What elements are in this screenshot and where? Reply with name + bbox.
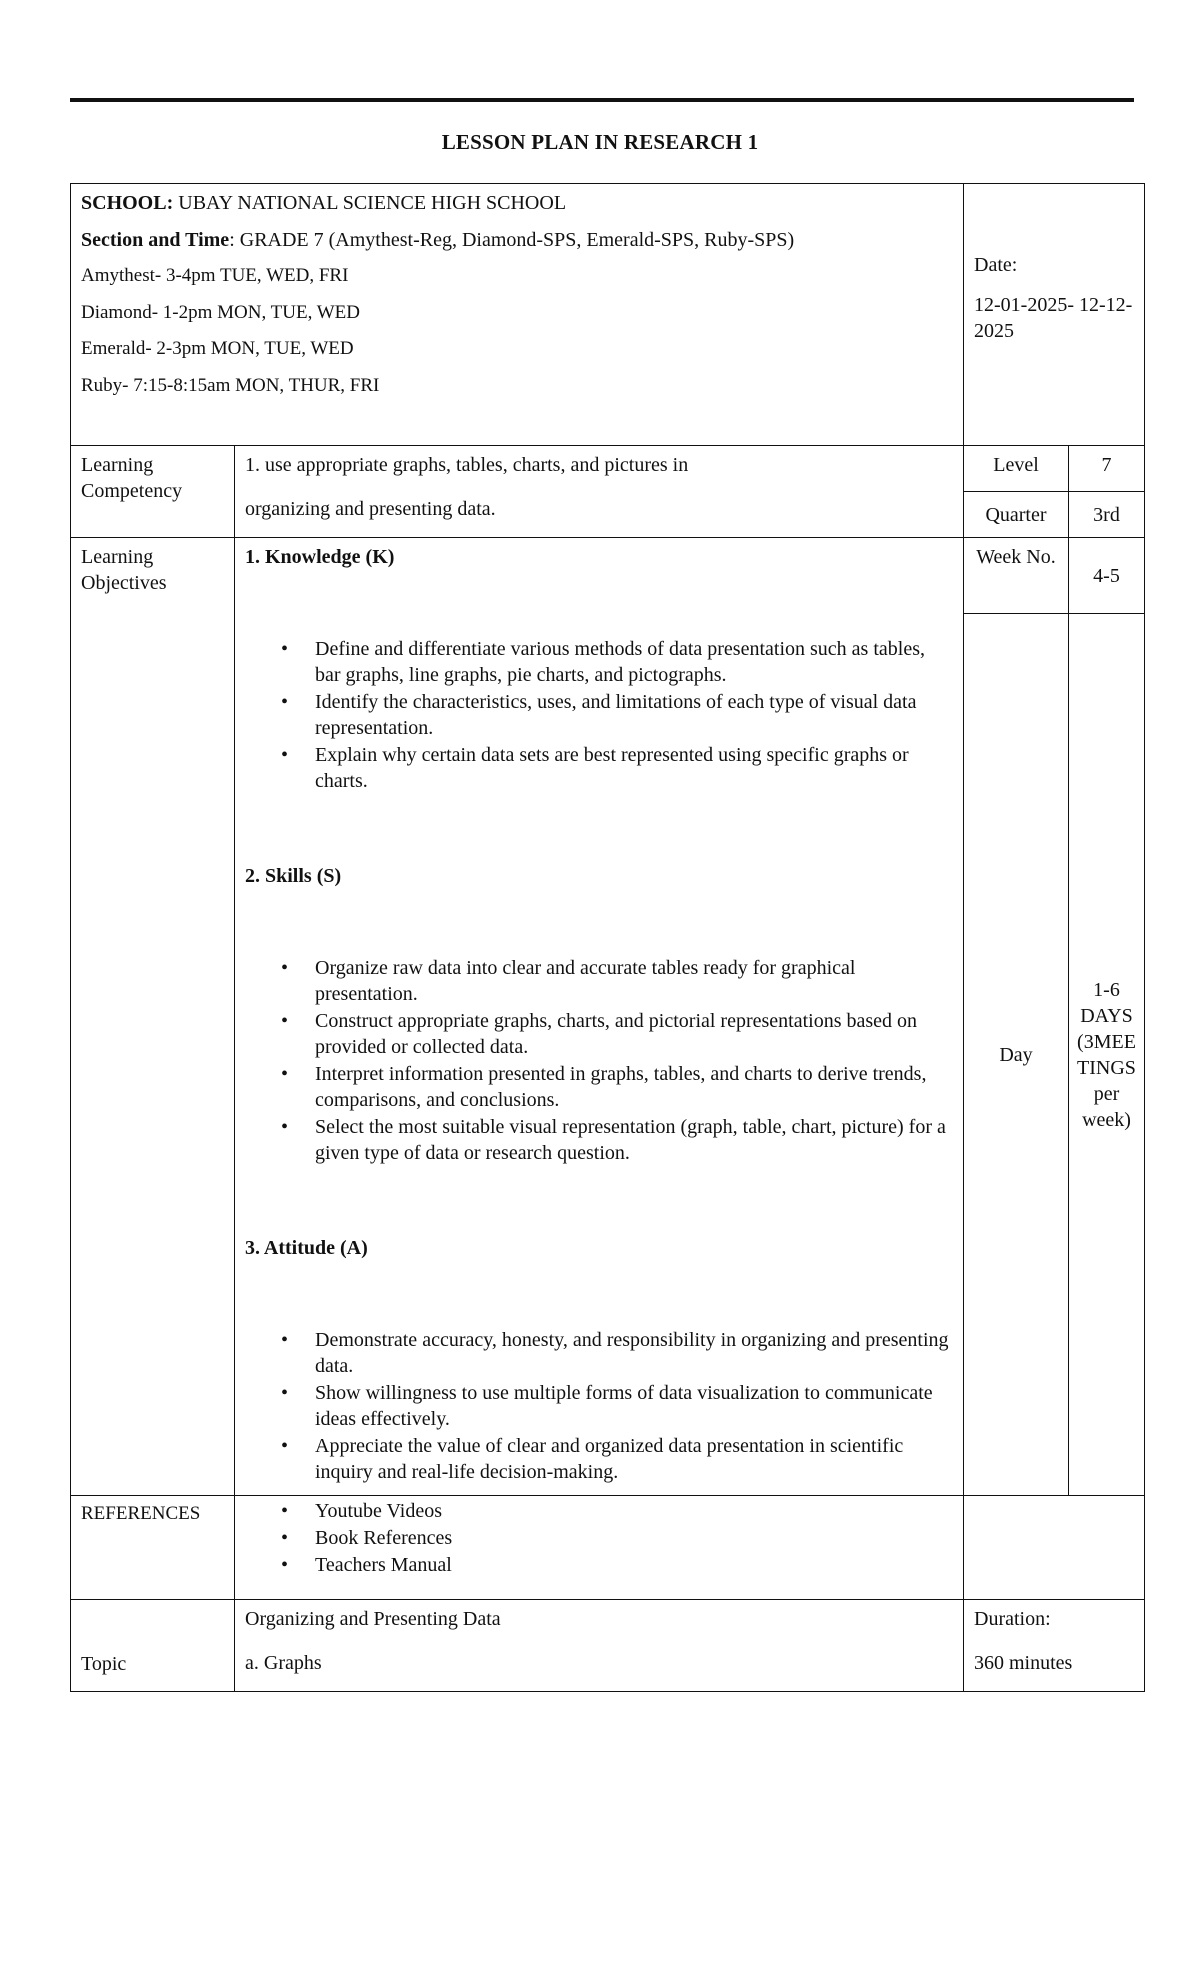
week-label: Week No. bbox=[964, 538, 1069, 614]
schedule-emerald: Emerald- 2-3pm MON, TUE, WED bbox=[81, 338, 354, 360]
duration-label: Duration: bbox=[974, 1608, 1051, 1630]
topic-content bbox=[235, 1600, 964, 1692]
list-item: • Appreciate the value of clear and organized data presentation in scientific inquiry and real-life decision-making. bbox=[245, 1433, 953, 1485]
list-item: • Interpret information presented in graphs, tables, and charts to derive trends, comparisons, and conclusions. bbox=[245, 1061, 953, 1113]
competency-line-1: 1. use appropriate graphs, tables, charts, and pictures in bbox=[245, 454, 689, 476]
day-value: 1-6 DAYS (3MEE TINGS per week) bbox=[1069, 614, 1145, 1496]
list-item: • Teachers Manual bbox=[245, 1552, 953, 1578]
references-empty bbox=[964, 1496, 1145, 1600]
section-label: Section and Time bbox=[81, 229, 230, 251]
list-item: • Organize raw data into clear and accurate tables ready for graphical presentation. bbox=[245, 955, 953, 1007]
list-item: • Construct appropriate graphs, charts, and pictorial representations based on provided or collected data. bbox=[245, 1008, 953, 1060]
competency-row bbox=[71, 446, 1145, 492]
list-item: • Show willingness to use multiple forms of data visualization to communicate ideas effectively. bbox=[245, 1380, 953, 1432]
header-row bbox=[71, 184, 1145, 446]
quarter-value: 3rd bbox=[1069, 492, 1145, 538]
objectives-label: Learning Objectives bbox=[71, 538, 235, 1496]
skills-list bbox=[245, 955, 953, 1166]
topic-sub: a. Graphs bbox=[245, 1652, 322, 1674]
competency-line-2: organizing and presenting data. bbox=[245, 498, 496, 520]
competency-label: Learning Competency bbox=[71, 446, 235, 538]
topic-title: Organizing and Presenting Data bbox=[245, 1608, 501, 1630]
school-label: SCHOOL: bbox=[81, 192, 174, 214]
day-label: Day bbox=[964, 614, 1069, 1496]
list-item: • Define and differentiate various methods of data presentation such as tables, bar graphs, line graphs, pie charts, and pictographs. bbox=[245, 636, 953, 688]
quarter-label: Quarter bbox=[964, 492, 1069, 538]
week-value: 4-5 bbox=[1069, 538, 1145, 614]
references-row bbox=[71, 1496, 1145, 1600]
attitude-heading: 3. Attitude (A) bbox=[245, 1237, 368, 1259]
schedule-diamond: Diamond- 1-2pm MON, TUE, WED bbox=[81, 301, 360, 323]
schedule-amythest: Amythest- 3-4pm TUE, WED, FRI bbox=[81, 265, 349, 286]
attitude-list bbox=[245, 1327, 953, 1485]
list-item: • Book References bbox=[245, 1525, 953, 1551]
skills-heading: 2. Skills (S) bbox=[245, 865, 342, 887]
topic-row bbox=[71, 1600, 1145, 1692]
level-value: 7 bbox=[1069, 446, 1145, 492]
knowledge-heading: 1. Knowledge (K) bbox=[245, 546, 395, 568]
list-item: • Youtube Videos bbox=[245, 1498, 953, 1524]
knowledge-list bbox=[245, 636, 953, 794]
topic-label: Topic bbox=[71, 1600, 235, 1692]
duration-value: 360 minutes bbox=[974, 1652, 1073, 1674]
references-content bbox=[235, 1496, 964, 1600]
school-cell bbox=[71, 184, 964, 446]
references-list bbox=[245, 1498, 953, 1578]
level-label: Level bbox=[964, 446, 1069, 492]
list-item: • Identify the characteristics, uses, and limitations of each type of visual data representation. bbox=[245, 689, 953, 741]
school-name: UBAY NATIONAL SCIENCE HIGH SCHOOL bbox=[173, 192, 567, 214]
date-label: Date: bbox=[974, 253, 1018, 276]
objectives-content bbox=[235, 538, 964, 1496]
references-label: REFERENCES bbox=[71, 1496, 235, 1600]
section-value: : GRADE 7 (Amythest-Reg, Diamond-SPS, Emerald-SPS, Ruby-SPS) bbox=[229, 229, 795, 251]
date-value: 12-01-2025- 12-12-2025 bbox=[974, 293, 1133, 342]
top-rule bbox=[70, 98, 1134, 102]
list-item: • Select the most suitable visual representation (graph, table, chart, picture) for a given type of data or research question. bbox=[245, 1114, 953, 1166]
schedule-ruby: Ruby- 7:15-8:15am MON, THUR, FRI bbox=[81, 375, 380, 397]
objectives-row bbox=[71, 538, 1145, 614]
date-cell bbox=[964, 184, 1145, 446]
list-item: • Explain why certain data sets are best represented using specific graphs or charts. bbox=[245, 742, 953, 794]
duration-cell bbox=[964, 1600, 1145, 1692]
competency-text bbox=[235, 446, 964, 538]
page-title: LESSON PLAN IN RESEARCH 1 bbox=[441, 130, 759, 154]
list-item: • Demonstrate accuracy, honesty, and responsibility in organizing and presenting data. bbox=[245, 1327, 953, 1379]
lesson-plan-table bbox=[70, 183, 1145, 1692]
